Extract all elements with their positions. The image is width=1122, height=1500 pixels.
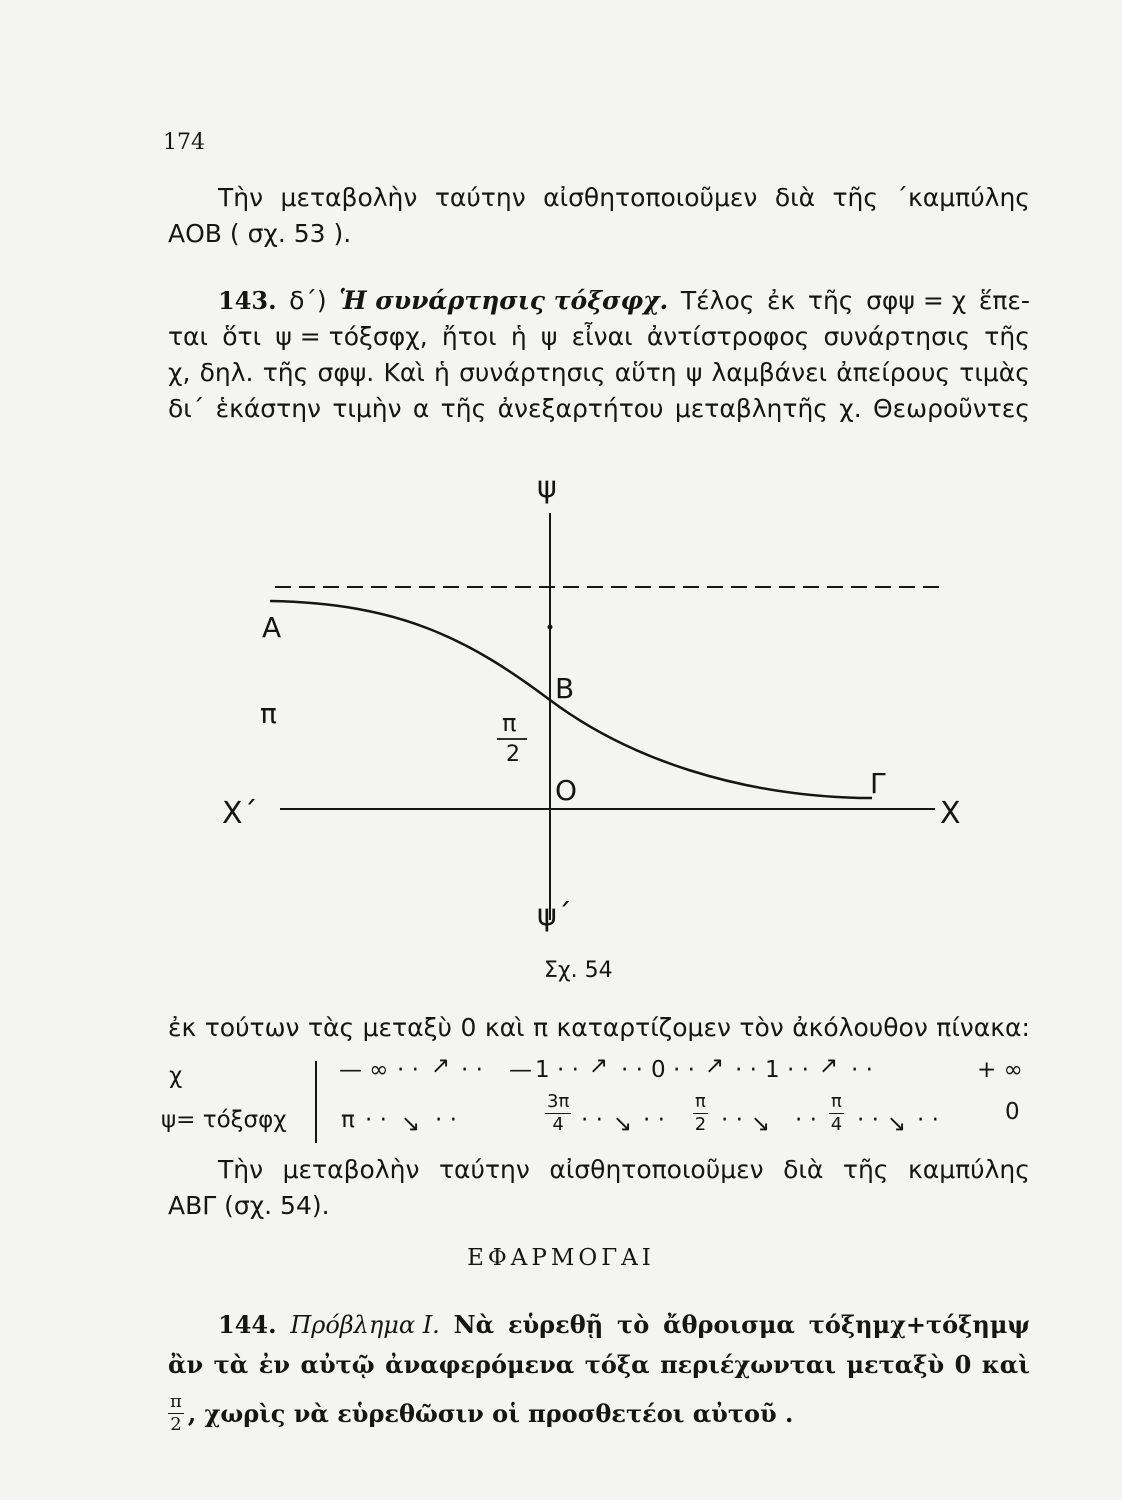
- word: σφψ = χ: [866, 286, 967, 315]
- dots: · ·: [795, 1107, 817, 1133]
- word: τὸν: [739, 1013, 784, 1042]
- problem-heading: Πρόβλημα Ι.: [290, 1311, 440, 1339]
- dots: · ·: [557, 1057, 579, 1083]
- dots: · ·: [461, 1057, 483, 1083]
- arrow-down-icon: ↘: [613, 1111, 633, 1137]
- word: ΑΒΓ (σχ. 54).: [168, 1191, 330, 1220]
- point-label-a: Α: [262, 611, 282, 644]
- value-plus-infinity: + ∞: [977, 1057, 1023, 1083]
- fraction-pi-half: $\frac{\pi}{2}$: [170, 1391, 182, 1435]
- paragraph-143-line-2: [168, 319, 1030, 355]
- word: αὕτη: [614, 358, 677, 387]
- paragraph-curve-abg-line-1: [168, 1152, 1030, 1188]
- arrow-up-icon: ↗: [819, 1053, 839, 1079]
- paragraph-143-line-1: [168, 283, 1030, 319]
- value-label-pi-half-denominator: 2: [506, 742, 520, 767]
- paragraph-143: [168, 283, 1030, 427]
- word: ἑκάστην: [215, 394, 322, 423]
- word: εἶναι: [571, 322, 633, 351]
- word: διὰ: [774, 183, 816, 212]
- value-minus-one: 1: [535, 1057, 550, 1083]
- word: ἕπε-: [978, 286, 1030, 315]
- dots: · ·: [721, 1107, 743, 1133]
- word: λαμβάνει: [711, 358, 828, 387]
- word: περιέχωνται: [660, 1350, 836, 1379]
- axis-label-psi-prime: ψ΄: [537, 898, 572, 933]
- dots: · ·: [735, 1057, 757, 1083]
- subsection-label: δ΄): [289, 286, 327, 315]
- paragraph-144-line-1: [168, 1305, 1030, 1345]
- table-divider: [315, 1061, 317, 1143]
- word: 0: [460, 1013, 477, 1042]
- word: τούτων: [204, 1013, 300, 1042]
- word: π: [533, 1013, 549, 1042]
- minus-sign: —: [509, 1057, 532, 1083]
- word: καὶ: [484, 1013, 525, 1042]
- word: ΄καμπύλης: [895, 183, 1030, 212]
- value-zero-result: 0: [1005, 1099, 1020, 1125]
- word: ἀνεξαρτήτου: [497, 394, 664, 423]
- word: ψ = τόξσφχ,: [275, 322, 428, 351]
- word: τὸ: [617, 1310, 650, 1339]
- dots: · ·: [851, 1057, 873, 1083]
- paragraph-144: [168, 1305, 1030, 1436]
- word: α: [412, 394, 430, 423]
- section-heading: Ἡ συνάρτησις τόξσφχ.: [339, 286, 669, 315]
- point-label-g: Γ: [870, 767, 886, 800]
- paragraph-1: [168, 180, 1030, 252]
- variation-table: [161, 1053, 1035, 1145]
- section-number: 143.: [218, 286, 277, 315]
- value-minus-infinity: — ∞: [339, 1057, 389, 1083]
- point-label-b: Β: [555, 672, 575, 705]
- word: τὰς: [307, 1013, 355, 1042]
- word: τῆς: [807, 286, 854, 315]
- word: ἡ: [434, 358, 450, 387]
- word: ψ: [540, 322, 558, 351]
- arrow-down-icon: ↘: [887, 1111, 907, 1137]
- word: ἂν: [168, 1350, 204, 1379]
- word: δηλ.: [199, 358, 254, 387]
- paragraph-curve-abg: [168, 1152, 1030, 1224]
- word: μεταξὺ: [846, 1350, 945, 1379]
- value-pi: π: [341, 1107, 355, 1133]
- section-title: ΕΦΑΡΜΟΓΑΙ: [467, 1245, 655, 1271]
- paragraph-144-line-3: [168, 1391, 1030, 1436]
- value-three-pi-quarters: $\frac{3\pi}{4}$: [547, 1091, 570, 1135]
- arrow-up-icon: ↗: [705, 1053, 725, 1079]
- word: ἀντίστροφος: [646, 322, 810, 351]
- word: εὑρεθῇ: [507, 1310, 604, 1339]
- word: χ.: [839, 394, 862, 423]
- dots: · ·: [643, 1107, 665, 1133]
- axis-point-pi: [548, 625, 553, 630]
- paragraph-table-intro: [168, 1010, 1030, 1046]
- dots: · ·: [621, 1057, 643, 1083]
- word: τιμὰς: [959, 358, 1030, 387]
- dots: · ·: [917, 1107, 939, 1133]
- row-label-x: χ: [169, 1063, 183, 1089]
- word: τῆς: [842, 1155, 889, 1184]
- axis-label-x-prime: Χ΄: [222, 796, 258, 831]
- word: Τέλος: [680, 286, 755, 315]
- paragraph-144-line-2: [168, 1345, 1030, 1385]
- page-number: 174: [163, 130, 205, 155]
- word: ἀναφερόμενα: [385, 1350, 575, 1379]
- word: Θεωροῦντες: [872, 394, 1030, 423]
- word: ταύτην: [434, 183, 526, 212]
- word: αἰσθητοποιοῦμεν: [543, 183, 758, 212]
- value-label-pi-half-numerator: π: [502, 709, 517, 737]
- word: αὐτῷ: [300, 1350, 375, 1379]
- word: Καὶ: [383, 358, 425, 387]
- word: τὰ: [213, 1350, 249, 1379]
- paragraph-143-line-3: [168, 355, 1030, 391]
- arrow-down-icon: ↘: [401, 1111, 421, 1137]
- word: τῆς: [984, 322, 1030, 351]
- word: ἐκ: [767, 286, 796, 315]
- word: ἀπείρους: [836, 358, 951, 387]
- dots: · ·: [365, 1107, 387, 1133]
- word: ται: [168, 322, 208, 351]
- value-zero: 0: [651, 1057, 666, 1083]
- paragraph-143-line-4: [168, 391, 1030, 427]
- word: ὅτι: [222, 322, 262, 351]
- word: διὰ: [783, 1155, 824, 1184]
- point-label-o: Ο: [555, 774, 578, 807]
- figure-caption: Σχ. 54: [544, 958, 613, 983]
- word: ἡ: [510, 322, 527, 351]
- word: τόξημχ+τόξημψ: [808, 1310, 1030, 1339]
- word: Τὴν: [218, 1155, 264, 1184]
- word: σφψ.: [317, 358, 375, 387]
- word: 0: [954, 1350, 972, 1379]
- arrow-up-icon: ↗: [431, 1053, 451, 1079]
- word: ἀκόλουθον: [792, 1013, 928, 1042]
- row-label-psi: ψ= τόξσφχ: [161, 1107, 287, 1133]
- arrow-up-icon: ↗: [589, 1053, 609, 1079]
- dots: · ·: [435, 1107, 457, 1133]
- word: ἤτοι: [441, 322, 497, 351]
- section-number: 144.: [218, 1310, 277, 1339]
- paragraph-1-line-2: [168, 216, 1030, 252]
- arrow-down-icon: ↘: [751, 1111, 771, 1137]
- word: Νὰ: [453, 1310, 495, 1339]
- word: καὶ: [981, 1350, 1030, 1379]
- axis-label-psi: ψ: [537, 470, 557, 505]
- word: μεταβολὴν: [282, 1155, 420, 1184]
- word: ψ: [685, 358, 703, 387]
- paragraph-1-line-1: [168, 180, 1030, 216]
- word: τόξα: [584, 1350, 650, 1379]
- word: ταύτην: [438, 1155, 530, 1184]
- word: ἐν: [258, 1350, 290, 1379]
- dots: · ·: [857, 1107, 879, 1133]
- dots: · ·: [673, 1057, 695, 1083]
- word: καταρτίζομεν: [556, 1013, 731, 1042]
- paragraph-table-intro-line: [168, 1010, 1030, 1046]
- word: , χωρὶς νὰ εὑρεθῶσιν οἱ προσθετέοι αὐτοῦ .: [187, 1398, 794, 1428]
- paragraph-curve-abg-line-2: [168, 1188, 1030, 1224]
- word: αἰσθητοποιοῦμεν: [549, 1155, 764, 1184]
- word: μεταβολὴν: [280, 183, 418, 212]
- word: συνάρτησις: [459, 358, 606, 387]
- word: ἐκ: [168, 1013, 197, 1042]
- word: καμπύλης: [908, 1155, 1030, 1184]
- word: χ,: [168, 358, 191, 387]
- word: συνάρτησις: [823, 322, 971, 351]
- word: τῆς: [832, 183, 879, 212]
- value-label-pi: π: [260, 697, 277, 730]
- word: Τὴν: [218, 183, 264, 212]
- word: ἄθροισμα: [663, 1310, 795, 1339]
- word: τιμὴν: [332, 394, 402, 423]
- word: τῆς: [262, 358, 309, 387]
- word: δι΄: [168, 394, 205, 423]
- word: πίνακα:: [936, 1013, 1030, 1042]
- word: ΑΟΒ ( σχ. 53 ).: [168, 219, 352, 248]
- word: μεταξὺ: [362, 1013, 452, 1042]
- word: τῆς: [440, 394, 487, 423]
- value-pi-quarter: $\frac{\pi}{4}$: [830, 1091, 843, 1135]
- value-pi-half: $\frac{\pi}{2}$: [694, 1091, 707, 1135]
- dots: · ·: [581, 1107, 603, 1133]
- value-one: 1: [765, 1057, 780, 1083]
- dots: · ·: [787, 1057, 809, 1083]
- axis-label-x: Χ: [940, 796, 961, 831]
- word: μεταβλητῆς: [674, 394, 828, 423]
- dots: · ·: [397, 1057, 419, 1083]
- figure-54: [200, 455, 980, 945]
